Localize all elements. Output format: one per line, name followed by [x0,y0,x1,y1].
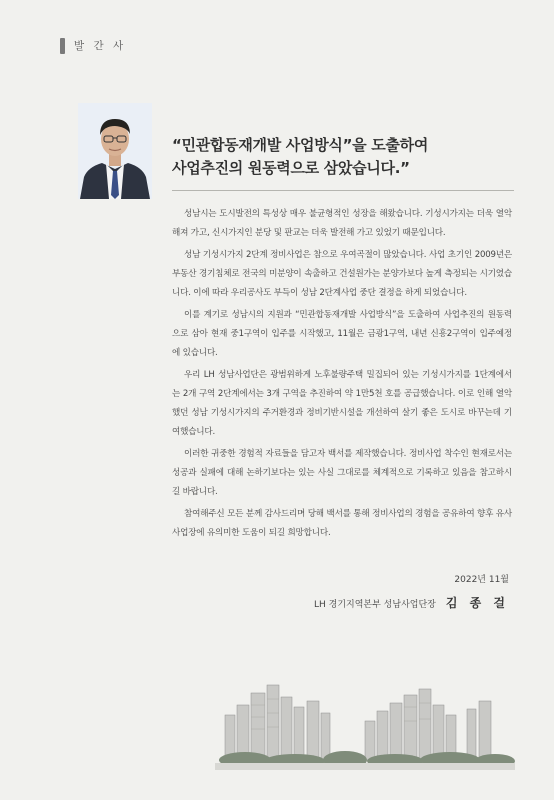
portrait-photo [78,103,152,199]
section-tab-bar [60,38,65,54]
portrait-icon [78,103,152,199]
signature-name: 김 종 걸 [445,596,509,610]
date: 2022년 11월 [454,575,509,585]
divider [172,190,514,191]
paragraph: 참여해주신 모든 분께 감사드리며 당해 백서를 통해 정비사업의 경험을 공유하여 향후 유사 사업장에 유의미한 도움이 되길 희망합니다. [172,509,512,538]
paragraph: 이를 계기로 성남시의 지원과 “민관합동재개발 사업방식”을 도출하여 사업추진의 원동력으로 삼아 현재 중1구역이 입주를 시작했고, 11월은 금광1구역, 내년 신흥2구역이 입주예정에 있습니다. [172,310,512,358]
paragraph: 성남 기성시가지 2단계 정비사업은 참으로 우여곡절이 많았습니다. 사업 초기인 2009년은 부동산 경기침체로 전국의 미분양이 속출하고 건설원가는 분양가보다 높게 측정되는 시기였습니다. 이에 따라 우리공사도 부득이 성남 2단계사업 중단 결정을 하게 되었습니다. [172,250,512,298]
headline-line-2: 사업추진의 원동력으로 삼았습니다.” [172,159,410,177]
headline [172,134,512,180]
body-text [172,205,512,546]
signature [314,594,509,611]
section-tab [60,36,130,56]
signature-title: LH 경기지역본부 성남사업단장 [314,600,436,610]
city-skyline-illustration [215,675,515,770]
headline-line-1: “민관합동재개발 사업방식”을 도출하여 [172,136,429,154]
paragraph: 이러한 귀중한 경험적 자료들을 담고자 백서를 제작했습니다. 정비사업 착수인 현재로서는 성공과 실패에 대해 논하기보다는 있는 사실 그대로를 체계적으로 기록하고 있음을 참고하시길 바랍니다. [172,449,512,497]
paragraph: 성남시는 도시발전의 특성상 매우 불균형적인 성장을 해왔습니다. 기성시가지는 더욱 열악해져 가고, 신시가지인 분당 및 판교는 더욱 발전해 가고 있었기 때문입니다. [172,209,512,238]
paragraph: 우리 LH 성남사업단은 광범위하게 노후불량주택 밀집되어 있는 기성시가지를 1단계에서는 2개 구역 2단계에서는 3개 구역을 추진하여 약 1만5천 호를 공급했습니다. 이로 인해 열악했던 성남 기성시가지의 주거환경과 정비기반시설을 개선하여 살기 좋은 도시로 바꾸는데 기여했습니다. [172,370,512,437]
section-label: 발 간 사 [74,40,127,52]
skyline-icon [215,675,515,770]
